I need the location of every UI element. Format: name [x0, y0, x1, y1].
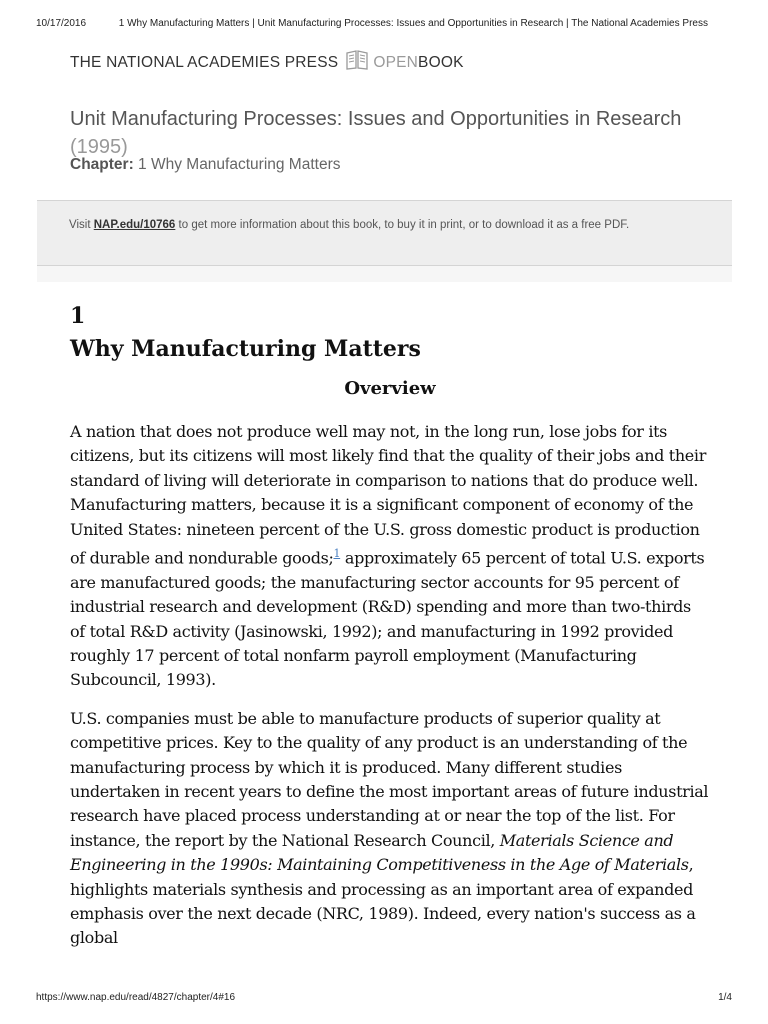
book-year: (1995) — [70, 136, 128, 159]
section-heading: Overview — [344, 378, 436, 399]
site-logo[interactable] — [70, 50, 464, 75]
print-footer — [36, 992, 732, 1003]
chapter-content — [70, 300, 710, 951]
paragraph-1-text-b: approximately 65 percent of total U.S. exports are manufactured goods; the manufacturing sector accounts for 95 percent of industrial research and development (R&D) spending and more than two-thirds of total R&D activity (Jasinowski, 1992); and manufacturing in 1992 provided roughly 17 percent of total nonfarm payroll employment (Manufacturing Subcouncil, 1993). — [70, 548, 705, 690]
chapter-name: 1 Why Manufacturing Matters — [138, 156, 341, 173]
paragraph-2-text-a: U.S. companies must be able to manufacture products of superior quality at competitive prices. Key to the quality of any product is an understanding of the manufacturing process by which it is produced. Many different studies undertaken in recent years to define the most important areas of future industrial research have placed process understanding at or near the top of the list. For instance, the report by the National Research Council, — [70, 708, 709, 850]
chapter-title: Why Manufacturing Matters — [70, 336, 421, 362]
footnote-link[interactable]: 1 — [333, 547, 341, 561]
print-page-title: 1 Why Manufacturing Matters | Unit Manufacturing Processes: Issues and Opportunities in Research | The National Academies Press — [118, 18, 708, 29]
paragraph-1-text-a: A nation that does not produce well may not, in the long run, lose jobs for its citizens, but its citizens will most likely find that the quality of their jobs and their standard of living will deteriorate in comparison to nations that do produce well. Manufacturing matters, because it is a significant component of economy of the United States: nineteen percent of the U.S. gross domestic product is production of durable and nondurable goods; — [70, 422, 706, 568]
info-prefix: Visit — [69, 219, 94, 231]
print-url: https://www.nap.edu/read/4827/chapter/4#16 — [36, 992, 236, 1003]
print-page-number: 1/4 — [718, 992, 732, 1003]
brand-name: THE NATIONAL ACADEMIES PRESS — [70, 53, 339, 71]
chapter-line — [70, 156, 341, 174]
info-suffix: to get more information about this book, to buy it in print, or to download it as a free PDF. — [175, 219, 630, 231]
info-text — [69, 217, 699, 234]
paragraph-2 — [70, 707, 710, 951]
chapter-number: 1 — [70, 303, 86, 329]
print-header — [36, 18, 748, 29]
brand-book: BOOK — [418, 53, 464, 71]
info-banner — [37, 200, 732, 266]
paragraph-2-text-b: , highlights materials synthesis and processing as an important area of expanded emphasis over the next decade (NRC, 1989). Indeed, every nation's success as a global — [70, 855, 696, 948]
book-title-text: Unit Manufacturing Processes: Issues and Opportunities in Research — [70, 108, 682, 131]
info-divider — [37, 266, 732, 282]
nap-book-link[interactable]: NAP.edu/10766 — [93, 219, 176, 231]
open-book-icon — [346, 50, 368, 75]
brand-open: OPEN — [373, 53, 419, 71]
chapter-label: Chapter: — [70, 156, 134, 173]
print-date: 10/17/2016 — [36, 18, 87, 29]
book-title — [70, 105, 690, 161]
cited-report-title: Materials Science and Engineering in the 1990s: Maintaining Competitiveness in the Age of Materials — [70, 830, 689, 875]
paragraph-1 — [70, 420, 710, 693]
